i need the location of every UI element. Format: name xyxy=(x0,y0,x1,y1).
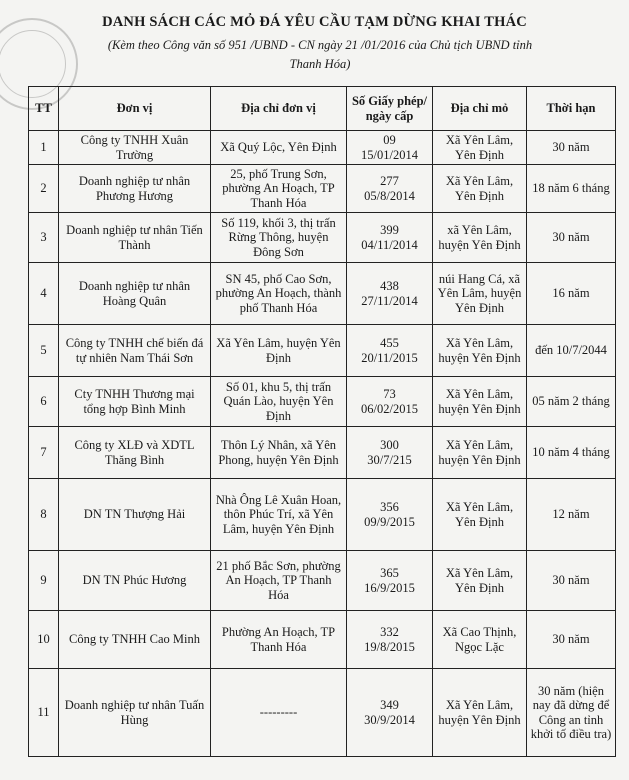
cell-don-vi: DN TN Thượng Hải xyxy=(59,479,211,551)
cell-thoi-han: 30 năm xyxy=(527,131,616,165)
permit-date: 06/02/2015 xyxy=(361,401,418,416)
cell-don-vi: Công ty TNHH Xuân Trường xyxy=(59,131,211,165)
cell-dia-chi-don-vi: Thôn Lý Nhân, xã Yên Phong, huyện Yên Định xyxy=(211,427,347,479)
cell-thoi-han: 18 năm 6 tháng xyxy=(527,165,616,213)
cell-giay-phep xyxy=(347,213,433,263)
permit-number: 455 xyxy=(380,336,399,350)
cell-giay-phep xyxy=(347,263,433,325)
cell-dia-chi-mo: Xã Yên Lâm, Yên Định xyxy=(433,165,527,213)
cell-thoi-han: đến 10/7/2044 xyxy=(527,325,616,377)
cell-tt: 11 xyxy=(29,669,59,757)
permit-date: 30/7/215 xyxy=(367,452,412,467)
cell-tt: 8 xyxy=(29,479,59,551)
cell-tt: 10 xyxy=(29,611,59,669)
cell-giay-phep xyxy=(347,669,433,757)
header-dia-chi-mo: Địa chỉ mỏ xyxy=(433,87,527,131)
permit-number: 332 xyxy=(380,625,399,639)
cell-dia-chi-don-vi: --------- xyxy=(211,669,347,757)
cell-dia-chi-mo: Xã Yên Lâm, huyện Yên Định xyxy=(433,427,527,479)
cell-giay-phep xyxy=(347,479,433,551)
subtitle-line-2: Thanh Hóa) xyxy=(289,57,351,71)
permit-number: 438 xyxy=(380,279,399,293)
cell-dia-chi-don-vi: Xã Yên Lâm, huyện Yên Định xyxy=(211,325,347,377)
cell-dia-chi-don-vi: 21 phố Bắc Sơn, phường An Hoạch, TP Thanh Hóa xyxy=(211,551,347,611)
quarry-table xyxy=(28,86,616,757)
cell-thoi-han: 30 năm xyxy=(527,551,616,611)
cell-don-vi: Doanh nghiệp tư nhân Phương Hương xyxy=(59,165,211,213)
cell-thoi-han: 10 năm 4 tháng xyxy=(527,427,616,479)
cell-giay-phep xyxy=(347,427,433,479)
permit-number: 300 xyxy=(380,438,399,452)
table-row xyxy=(29,669,616,757)
table-row xyxy=(29,263,616,325)
cell-thoi-han: 12 năm xyxy=(527,479,616,551)
cell-don-vi: Cty TNHH Thương mại tổng hợp Bình Minh xyxy=(59,377,211,427)
cell-tt: 4 xyxy=(29,263,59,325)
cell-giay-phep xyxy=(347,325,433,377)
cell-dia-chi-mo: Xã Yên Lâm, Yên Định xyxy=(433,131,527,165)
cell-dia-chi-mo: Xã Yên Lâm, huyện Yên Định xyxy=(433,325,527,377)
cell-tt: 9 xyxy=(29,551,59,611)
cell-dia-chi-don-vi: Phường An Hoạch, TP Thanh Hóa xyxy=(211,611,347,669)
permit-number: 09 xyxy=(383,133,396,147)
cell-tt: 6 xyxy=(29,377,59,427)
table-row xyxy=(29,551,616,611)
permit-date: 27/11/2014 xyxy=(361,293,418,308)
table-row xyxy=(29,377,616,427)
subtitle-line-1: (Kèm theo Công văn số 951 /UBND - CN ngày 21 /01/2016 của Chủ tịch UBND tỉnh xyxy=(107,38,533,52)
header-giay-phep: Số Giấy phép/ ngày cấp xyxy=(347,87,433,131)
cell-dia-chi-don-vi: Số 119, khối 3, thị trấn Rừng Thông, huyện Đông Sơn xyxy=(211,213,347,263)
cell-thoi-han: 30 năm xyxy=(527,611,616,669)
permit-date: 16/9/2015 xyxy=(364,580,415,595)
cell-thoi-han: 30 năm xyxy=(527,213,616,263)
permit-number: 356 xyxy=(380,500,399,514)
permit-number: 349 xyxy=(380,698,399,712)
cell-dia-chi-mo: núi Hang Cá, xã Yên Lâm, huyện Yên Định xyxy=(433,263,527,325)
cell-tt: 7 xyxy=(29,427,59,479)
permit-number: 365 xyxy=(380,566,399,580)
cell-dia-chi-mo: Xã Cao Thịnh, Ngọc Lặc xyxy=(433,611,527,669)
cell-tt: 2 xyxy=(29,165,59,213)
permit-number: 399 xyxy=(380,223,399,237)
table-row xyxy=(29,427,616,479)
permit-date: 09/9/2015 xyxy=(364,514,415,529)
permit-date: 19/8/2015 xyxy=(364,639,415,654)
cell-don-vi: DN TN Phúc Hương xyxy=(59,551,211,611)
permit-date: 05/8/2014 xyxy=(364,188,415,203)
table-row xyxy=(29,165,616,213)
header-tt: TT xyxy=(29,87,59,131)
cell-dia-chi-don-vi: Nhà Ông Lê Xuân Hoan, thôn Phúc Trí, xã Yên Lâm, huyện Yên Định xyxy=(211,479,347,551)
cell-don-vi: Doanh nghiệp tư nhân Hoàng Quân xyxy=(59,263,211,325)
permit-date: 30/9/2014 xyxy=(364,712,415,727)
document-title: DANH SÁCH CÁC MỎ ĐÁ YÊU CẦU TẠM DỪNG KHAI THÁC xyxy=(102,14,527,30)
cell-dia-chi-mo: Xã Yên Lâm, huyện Yên Định xyxy=(433,669,527,757)
table-row xyxy=(29,611,616,669)
cell-tt: 5 xyxy=(29,325,59,377)
cell-dia-chi-mo: Xã Yên Lâm, huyện Yên Định xyxy=(433,377,527,427)
permit-date: 20/11/2015 xyxy=(361,350,418,365)
cell-giay-phep xyxy=(347,551,433,611)
header-don-vi: Đơn vị xyxy=(59,87,211,131)
cell-dia-chi-mo: Xã Yên Lâm, Yên Định xyxy=(433,551,527,611)
table-row xyxy=(29,325,616,377)
cell-tt: 3 xyxy=(29,213,59,263)
header-thoi-han: Thời hạn xyxy=(527,87,616,131)
permit-number: 277 xyxy=(380,174,399,188)
cell-dia-chi-mo: xã Yên Lâm, huyện Yên Định xyxy=(433,213,527,263)
cell-giay-phep xyxy=(347,377,433,427)
cell-dia-chi-don-vi: Xã Quý Lộc, Yên Định xyxy=(211,131,347,165)
cell-don-vi: Công ty TNHH Cao Minh xyxy=(59,611,211,669)
permit-number: 73 xyxy=(383,387,396,401)
cell-tt: 1 xyxy=(29,131,59,165)
cell-don-vi: Doanh nghiệp tư nhân Tiến Thành xyxy=(59,213,211,263)
document-subtitle xyxy=(40,36,600,74)
cell-dia-chi-mo: Xã Yên Lâm, Yên Định xyxy=(433,479,527,551)
cell-don-vi: Công ty XLĐ và XDTL Thăng Bình xyxy=(59,427,211,479)
cell-don-vi: Công ty TNHH chế biến đá tự nhiên Nam Thái Sơn xyxy=(59,325,211,377)
cell-dia-chi-don-vi: 25, phố Trung Sơn, phường An Hoạch, TP Thanh Hóa xyxy=(211,165,347,213)
permit-date: 04/11/2014 xyxy=(361,237,418,252)
cell-giay-phep xyxy=(347,131,433,165)
table-header-row xyxy=(29,87,616,131)
cell-thoi-han: 16 năm xyxy=(527,263,616,325)
cell-giay-phep xyxy=(347,165,433,213)
table-row xyxy=(29,479,616,551)
cell-giay-phep xyxy=(347,611,433,669)
cell-dia-chi-don-vi: Số 01, khu 5, thị trấn Quán Lào, huyện Yên Định xyxy=(211,377,347,427)
cell-don-vi: Doanh nghiệp tư nhân Tuấn Hùng xyxy=(59,669,211,757)
cell-thoi-han: 30 năm (hiện nay đã dừng để Công an tỉnh khởi tố điều tra) xyxy=(527,669,616,757)
cell-thoi-han: 05 năm 2 tháng xyxy=(527,377,616,427)
cell-dia-chi-don-vi: SN 45, phố Cao Sơn, phường An Hoạch, thành phố Thanh Hóa xyxy=(211,263,347,325)
permit-date: 15/01/2014 xyxy=(361,147,418,162)
table-row xyxy=(29,213,616,263)
table-row xyxy=(29,131,616,165)
header-dia-chi-don-vi: Địa chỉ đơn vị xyxy=(211,87,347,131)
